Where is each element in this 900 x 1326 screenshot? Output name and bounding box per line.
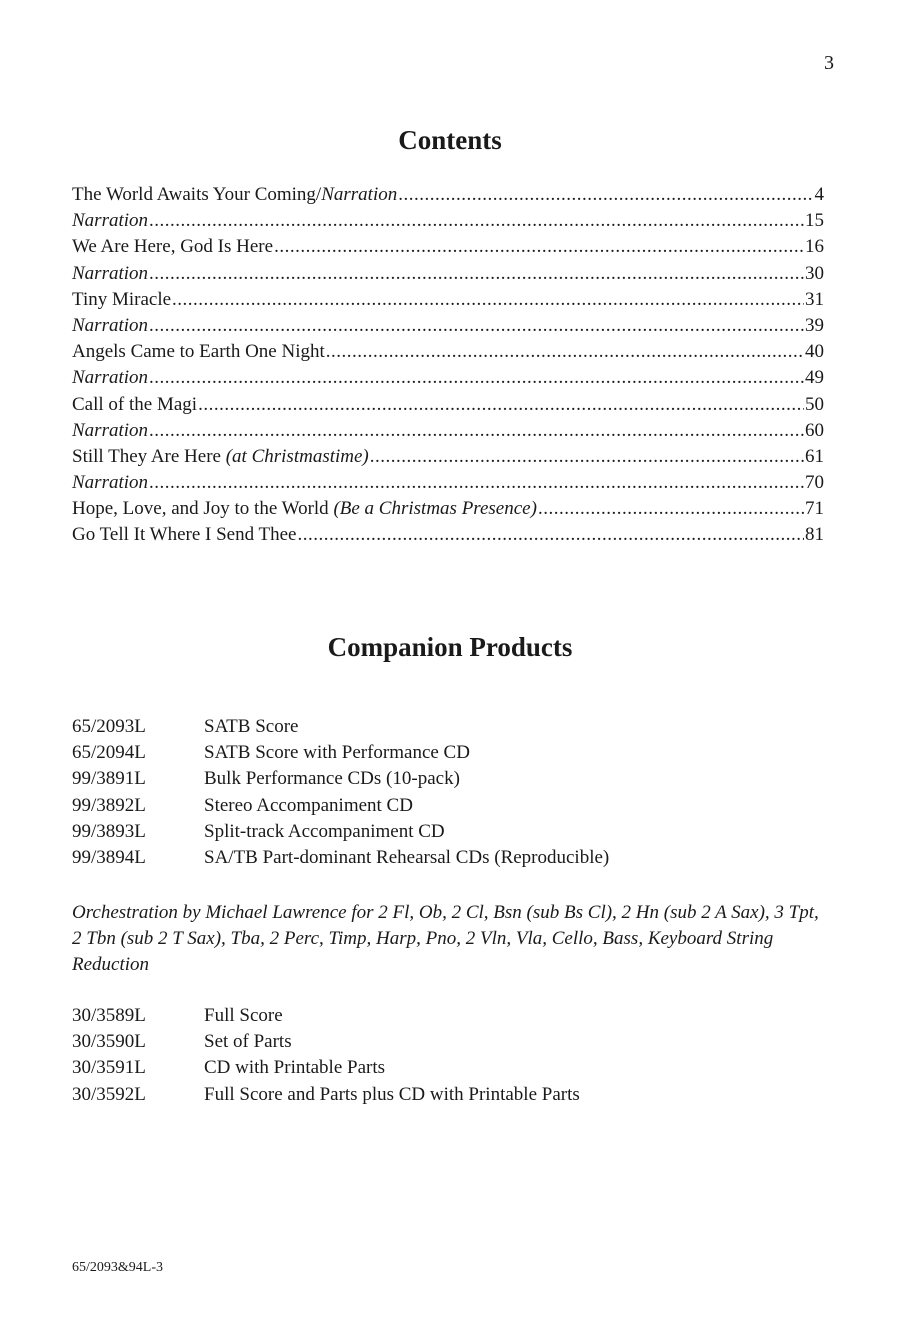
toc-item: [72, 315, 824, 341]
product-row: [72, 1005, 580, 1031]
product-code: 30/3592L: [72, 1083, 146, 1105]
toc-item-title: Angels Came to Earth One Night: [72, 341, 325, 363]
product-code: 65/2093L: [72, 716, 146, 737]
toc-item-title: Call of the Magi: [72, 393, 198, 415]
product-description: SA/TB Part-dominant Rehearsal CDs (Reproducible): [204, 846, 610, 868]
toc-leader: [149, 210, 804, 232]
product-row: [72, 768, 609, 794]
product-row: [72, 716, 609, 742]
product-description: Bulk Performance CDs (10-pack): [204, 768, 460, 790]
product-code: 99/3891L: [72, 768, 146, 790]
product-row: [72, 742, 609, 768]
toc-leader: [149, 263, 804, 285]
toc-leader: [398, 184, 813, 206]
product-code: 99/3894L: [72, 846, 146, 868]
toc-leader: [198, 394, 804, 416]
toc-item-title: Tiny Miracle: [72, 288, 172, 310]
product-code: 99/3893L: [72, 820, 146, 842]
toc-leader: [149, 367, 804, 389]
product-description: SATB Score: [204, 716, 299, 737]
toc-item-title-italic: Narration: [321, 184, 398, 205]
orchestral-products-list: [72, 1005, 580, 1110]
product-description: Stereo Accompaniment CD: [204, 794, 413, 816]
toc-item-title-italic: Narration: [72, 262, 149, 284]
page-number: 3: [824, 52, 834, 74]
product-description: Set of Parts: [204, 1031, 292, 1053]
product-row: [72, 795, 609, 821]
product-row: [72, 821, 609, 847]
product-row: [72, 847, 609, 873]
product-code: 99/3892L: [72, 794, 146, 816]
toc-page-number: 61: [805, 445, 824, 467]
product-row: [72, 1031, 580, 1057]
toc-item: [72, 472, 824, 498]
toc-leader: [298, 524, 805, 546]
product-description: CD with Printable Parts: [204, 1057, 386, 1079]
product-row: [72, 1084, 580, 1110]
toc-page-number: 4: [814, 184, 824, 205]
toc-leader: [149, 315, 804, 337]
footer-catalog-code: 65/2093&94L-3: [72, 1260, 163, 1275]
toc-item-title-italic: Narration: [72, 210, 149, 232]
toc-page-number: 60: [805, 419, 824, 441]
toc-page-number: 49: [805, 367, 824, 389]
toc-leader: [149, 472, 804, 494]
toc-leader: [274, 236, 804, 258]
toc-page-number: 50: [805, 393, 824, 415]
product-description: Full Score: [204, 1005, 283, 1026]
toc-page-number: 31: [805, 288, 824, 310]
toc-item-title: Hope, Love, and Joy to the World: [72, 498, 334, 520]
toc-item: [72, 263, 824, 289]
toc-page-number: 40: [805, 341, 824, 363]
companion-products-title: Companion Products: [327, 632, 573, 662]
toc-item: [72, 289, 824, 315]
toc-item: [72, 446, 824, 472]
toc-leader: [370, 446, 804, 468]
contents-title: Contents: [398, 125, 502, 155]
toc-item: [72, 184, 824, 210]
product-row: [72, 1057, 580, 1083]
toc-item: [72, 367, 824, 393]
toc-item: [72, 341, 824, 367]
table-of-contents: [72, 184, 824, 551]
toc-item: [72, 210, 824, 236]
toc-item-title-italic: (at Christmastime): [225, 445, 369, 467]
choral-products-list: [72, 716, 609, 873]
orchestration-note: Orchestration by Michael Lawrence for 2 Fl, Ob, 2 Cl, Bsn (sub Bs Cl), 2 Hn (sub 2 A Sax), 3 Tpt, 2 Tbn (sub 2 T Sax), Tba, 2 Perc, Timp, Harp, Pno, 2 Vln, Vla, Cello, Bass, Keyboard String Reduction: [72, 902, 819, 976]
product-code: 30/3590L: [72, 1031, 146, 1053]
toc-item: [72, 524, 824, 550]
toc-leader: [538, 498, 804, 520]
toc-item-title-italic: Narration: [72, 419, 149, 441]
product-description: Split-track Accompaniment CD: [204, 820, 445, 842]
toc-page-number: 39: [805, 314, 824, 336]
toc-item: [72, 498, 824, 524]
toc-item: [72, 420, 824, 446]
toc-item-title: Go Tell It Where I Send Thee: [72, 524, 297, 546]
toc-item-title: Still They Are Here: [72, 445, 226, 467]
toc-page-number: 16: [805, 236, 824, 258]
toc-item-title-italic: Narration: [72, 314, 149, 336]
toc-leader: [149, 420, 804, 442]
toc-page-number: 30: [805, 262, 824, 284]
toc-item-title: We Are Here, God Is Here: [72, 236, 274, 258]
toc-page-number: 15: [805, 210, 824, 232]
product-description: SATB Score with Performance CD: [204, 742, 470, 764]
toc-leader: [172, 289, 804, 311]
toc-item-title-italic: (Be a Christmas Presence): [333, 498, 537, 520]
toc-page-number: 81: [805, 524, 824, 546]
toc-item: [72, 394, 824, 420]
product-code: 30/3589L: [72, 1005, 146, 1026]
toc-leader: [326, 341, 804, 363]
toc-item-title-italic: Narration: [72, 472, 149, 494]
product-code: 65/2094L: [72, 742, 146, 764]
toc-item-title-italic: Narration: [72, 367, 149, 389]
product-code: 30/3591L: [72, 1057, 146, 1079]
toc-item-title: The World Awaits Your Coming/: [72, 184, 322, 205]
toc-item: [72, 236, 824, 262]
toc-page-number: 70: [805, 472, 824, 494]
product-description: Full Score and Parts plus CD with Printable Parts: [204, 1083, 580, 1105]
toc-page-number: 71: [805, 498, 824, 520]
